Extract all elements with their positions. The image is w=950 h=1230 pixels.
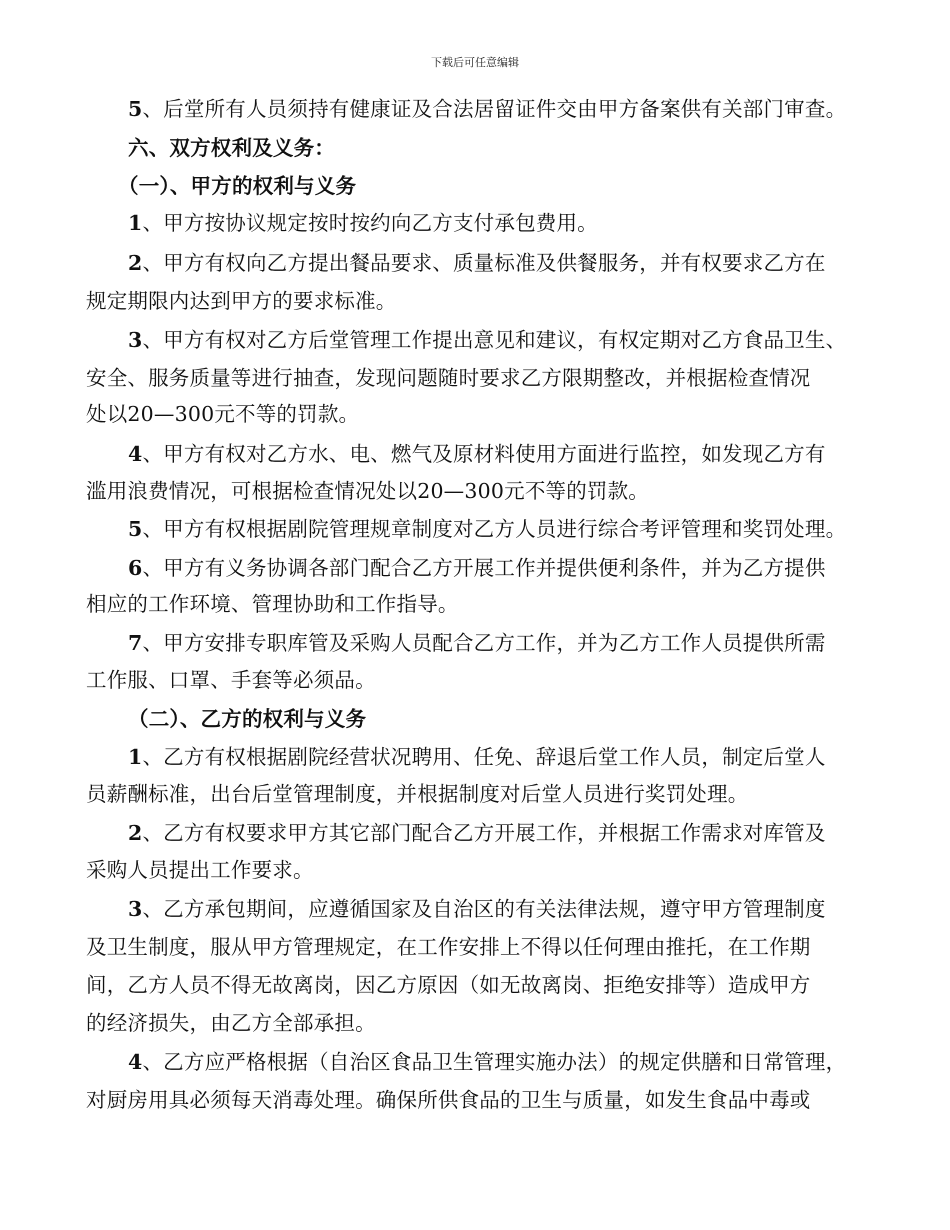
line-text: 六、双方权利及义务：	[128, 136, 335, 160]
doc-line	[128, 210, 928, 236]
doc-line	[86, 1087, 886, 1113]
line-text: （一）、甲方的权利与义务	[118, 174, 357, 198]
line-text: （二）、乙方的权利与义务	[128, 707, 367, 731]
line-text: 的经济损失，由乙方全部承担。	[86, 1011, 376, 1035]
doc-line	[128, 1049, 928, 1075]
doc-line	[128, 96, 928, 122]
line-text: 、甲方有权向乙方提出餐品要求、质量标准及供餐服务，并有权要求乙方在	[142, 251, 826, 275]
doc-line	[128, 250, 928, 276]
line-text: 处以20—300元不等的罚款。	[86, 402, 360, 426]
header-note: 下载后可任意编辑	[431, 56, 519, 69]
doc-line	[128, 516, 928, 542]
line-text: 、乙方有权根据剧院经营状况聘用、任免、辞退后堂工作人员，制定后堂人	[142, 745, 826, 769]
item-number: 7	[128, 631, 143, 655]
item-number: 3	[128, 897, 143, 921]
doc-line	[86, 934, 886, 960]
line-text: 、甲方有义务协调各部门配合乙方开展工作并提供便利条件，并为乙方提供	[142, 556, 826, 580]
line-text: 间，乙方人员不得无故离岗，因乙方原因（如无故离岗、拒绝安排等）造成甲方	[86, 973, 811, 997]
doc-line	[86, 667, 886, 693]
line-text: 及卫生制度，服从甲方管理规定，在工作安排上不得以任何理由推托，在工作期	[86, 935, 811, 959]
doc-line	[86, 1010, 886, 1036]
line-text: 、后堂所有人员须持有健康证及合法居留证件交由甲方备案供有关部门审查。	[142, 97, 847, 121]
line-text: 、乙方应严格根据（自治区食品卫生管理实施办法）的规定供膳和日常管理，	[142, 1050, 847, 1074]
line-text: 对厨房用具必须每天消毒处理。确保所供食品的卫生与质量，如发生食品中毒或	[86, 1088, 811, 1112]
line-text: 采购人员提出工作要求。	[86, 858, 314, 882]
doc-line	[128, 441, 928, 467]
line-text: 、甲方有权对乙方水、电、燃气及原材料使用方面进行监控，如发现乙方有	[142, 442, 826, 466]
line-text: 相应的工作环境、管理协助和工作指导。	[86, 592, 459, 616]
doc-line	[128, 744, 928, 770]
doc-line	[128, 555, 928, 581]
line-text: 安全、服务质量等进行抽查，发现问题随时要求乙方限期整改，并根据检查情况	[86, 366, 811, 390]
item-number: 4	[128, 442, 143, 466]
line-text: 规定期限内达到甲方的要求标准。	[86, 289, 397, 313]
doc-line	[86, 401, 886, 427]
item-number: 2	[128, 821, 143, 845]
doc-line	[86, 365, 886, 391]
line-text: 、甲方安排专职库管及采购人员配合乙方工作，并为乙方工作人员提供所需	[142, 631, 826, 655]
line-text: 滥用浪费情况，可根据检查情况处以20—300元不等的罚款。	[86, 479, 650, 503]
doc-line	[128, 896, 928, 922]
doc-line	[86, 288, 886, 314]
item-number: 1	[128, 211, 143, 235]
subsection-heading	[128, 706, 928, 732]
line-text: 工作服、口罩、手套等必须品。	[86, 668, 376, 692]
item-number: 2	[128, 251, 143, 275]
item-number: 5	[128, 517, 143, 541]
doc-line	[86, 478, 886, 504]
item-number: 5	[128, 97, 143, 121]
doc-line	[86, 857, 886, 883]
item-number: 3	[128, 328, 143, 352]
line-text: 、甲方有权对乙方后堂管理工作提出意见和建议，有权定期对乙方食品卫生、	[142, 328, 847, 352]
doc-line	[128, 327, 928, 353]
doc-line	[128, 630, 928, 656]
item-number: 6	[128, 556, 143, 580]
item-number: 4	[128, 1050, 143, 1074]
doc-line	[86, 972, 886, 998]
doc-line	[86, 591, 886, 617]
line-text: 员薪酬标准，出台后堂管理制度，并根据制度对后堂人员进行奖罚处理。	[86, 782, 749, 806]
line-text: 、甲方按协议规定按时按约向乙方支付承包费用。	[142, 211, 598, 235]
subsection-heading	[118, 173, 918, 199]
section-heading	[128, 135, 928, 161]
line-text: 、乙方承包期间，应遵循国家及自治区的有关法律法规，遵守甲方管理制度	[142, 897, 826, 921]
item-number: 1	[128, 745, 143, 769]
doc-line	[128, 820, 928, 846]
doc-line	[86, 781, 886, 807]
line-text: 、乙方有权要求甲方其它部门配合乙方开展工作，并根据工作需求对库管及	[142, 821, 826, 845]
line-text: 、甲方有权根据剧院管理规章制度对乙方人员进行综合考评管理和奖罚处理。	[142, 517, 847, 541]
